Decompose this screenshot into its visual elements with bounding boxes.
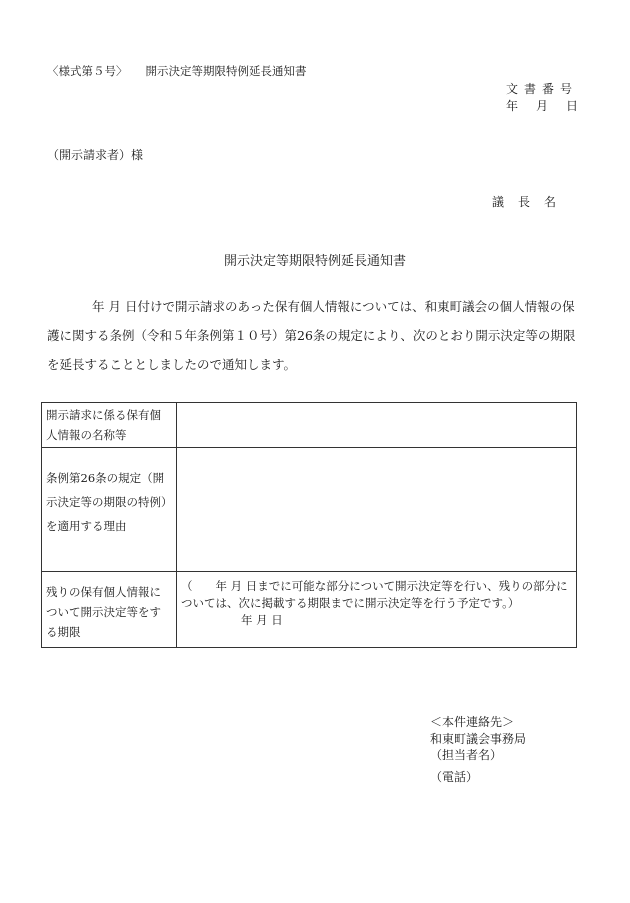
notice-table: [41, 402, 577, 648]
document-number: 文書番号: [505, 82, 578, 96]
form-number: 〈様式第５号〉: [47, 64, 128, 78]
contact-person: （担当者名）: [430, 748, 503, 762]
row-value-info-name: [177, 403, 577, 448]
table-row: [42, 572, 577, 648]
notice-body: 年 月 日付けで開示請求のあった保有個人情報については、和東町議会の個人情報の保護に関する条例（令和５年条例第１０号）第26条の規定により、次のとおり開示決定等の期限を延長することとしましたので通知します。: [47, 299, 576, 372]
contact-heading: ＜本件連絡先＞: [430, 715, 515, 729]
row-label-reason: 条例第26条の規定（開示決定等の期限の特例）を適用する理由: [42, 448, 177, 572]
row-value-reason: [177, 448, 577, 572]
sender-chair: 議長名: [491, 195, 570, 209]
date-day: 日: [565, 99, 578, 113]
form-header: [47, 63, 307, 79]
document-title: 開示決定等期限特例延長通知書: [223, 254, 406, 269]
table-row: [42, 403, 577, 448]
form-header-title: 開示決定等期限特例延長通知書: [145, 64, 307, 78]
deadline-date: 年 月 日: [241, 613, 283, 627]
row-value-deadline: [177, 572, 577, 648]
deadline-text: （ 年 月 日までに可能な部分について開示決定等を行い、残りの部分については、次に掲載する期限までに開示決定等を行う予定です。）: [181, 579, 568, 610]
issue-date: [500, 97, 578, 114]
date-year: 年: [505, 99, 518, 113]
contact-office: 和東町議会事務局: [430, 732, 527, 746]
recipient: （開示請求者）様: [47, 148, 144, 162]
date-month: 月: [535, 99, 548, 113]
row-label-deadline: 残りの保有個人情報について開示決定等をする期限: [42, 572, 177, 648]
contact-phone: （電話）: [430, 770, 479, 784]
table-row: [42, 448, 577, 572]
row-label-info-name: 開示請求に係る保有個人情報の名称等: [42, 403, 177, 448]
